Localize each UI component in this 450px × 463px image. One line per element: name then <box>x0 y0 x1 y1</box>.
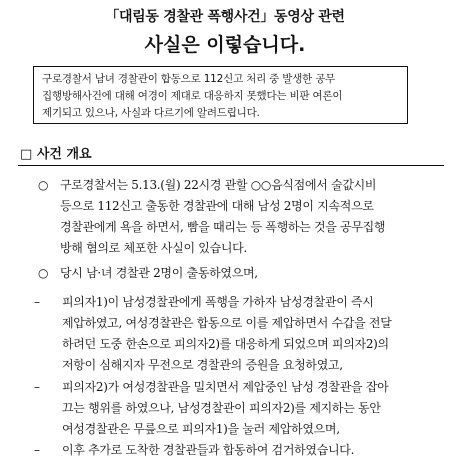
section-heading <box>20 143 92 162</box>
page-subtitle: 「대림동 경찰관 폭행사건」동영상 관련 <box>105 9 345 25</box>
page-title: 사실은 이렇습니다. <box>144 34 306 56</box>
paragraph-line: 끄는 행위를 하였으나, 남성경찰관이 피의자2)를 제지하는 동안 <box>62 401 381 415</box>
paragraph-line: 이후 추가로 도착한 경찰관들과 합동하여 검거하였습니다. <box>62 443 355 457</box>
summary-line: 제기되고 있으나, 사실과 다르기에 알려드립니다. <box>42 107 260 119</box>
paragraph-line: 구로경찰서는 5.13.(월) 22시경 관할 ○○음식점에서 술값시비 <box>60 178 377 192</box>
paragraph-line: 피의자2)가 여성경찰관을 밀치면서 제압중인 남성 경찰관을 잡아 <box>62 380 389 394</box>
paragraph-line: 등으로 112신고 출동한 경찰관에 대해 남성 2명이 지속적으로 <box>60 199 374 213</box>
section-divider <box>18 165 444 166</box>
section-title: 사건 개요 <box>36 147 92 162</box>
section-marker-icon: □ <box>20 147 33 162</box>
paragraph-line: 저항이 심해지자 무전으로 경찰관의 증원을 요청하였고, <box>62 358 343 372</box>
paragraph-line: 피의자1)이 남성경찰관에게 폭행을 가하자 남성경찰관이 즉시 <box>62 295 374 309</box>
summary-line: 집행방해사건에 대해 여경이 제대로 대응하지 못했다는 비판 여론이 <box>42 90 343 102</box>
paragraph-line: 하려던 도중 한손으로 피의자2)를 대응하게 되었으며 피의자2)의 <box>62 337 389 351</box>
circle-bullet-icon: ○ <box>38 266 49 280</box>
paragraph-line: 경찰관에게 욕을 하면서, 빰을 때리는 등 폭행하는 것을 공무집행 <box>60 220 386 234</box>
paragraph-line: 방해 혐의로 체포한 사실이 있습니다. <box>60 241 247 255</box>
dash-bullet-icon: – <box>34 295 40 309</box>
paragraph-line: 당시 남·녀 경찰관 2명이 출동하였으며, <box>60 266 258 280</box>
dash-bullet-icon: – <box>34 443 40 457</box>
summary-line: 구로경찰서 남녀 경찰관이 합동으로 112신고 처리 중 발생한 공무 <box>42 73 336 85</box>
paragraph-line: 여성경찰관은 무릎으로 피의자1)을 눌러 제압하였으며, <box>62 422 340 436</box>
paragraph-line: 제압하였고, 여성경찰관은 합동으로 이를 제압하면서 수갑을 전달 <box>62 316 392 330</box>
circle-bullet-icon: ○ <box>38 178 49 192</box>
dash-bullet-icon: – <box>34 380 40 394</box>
summary-box <box>33 66 408 124</box>
